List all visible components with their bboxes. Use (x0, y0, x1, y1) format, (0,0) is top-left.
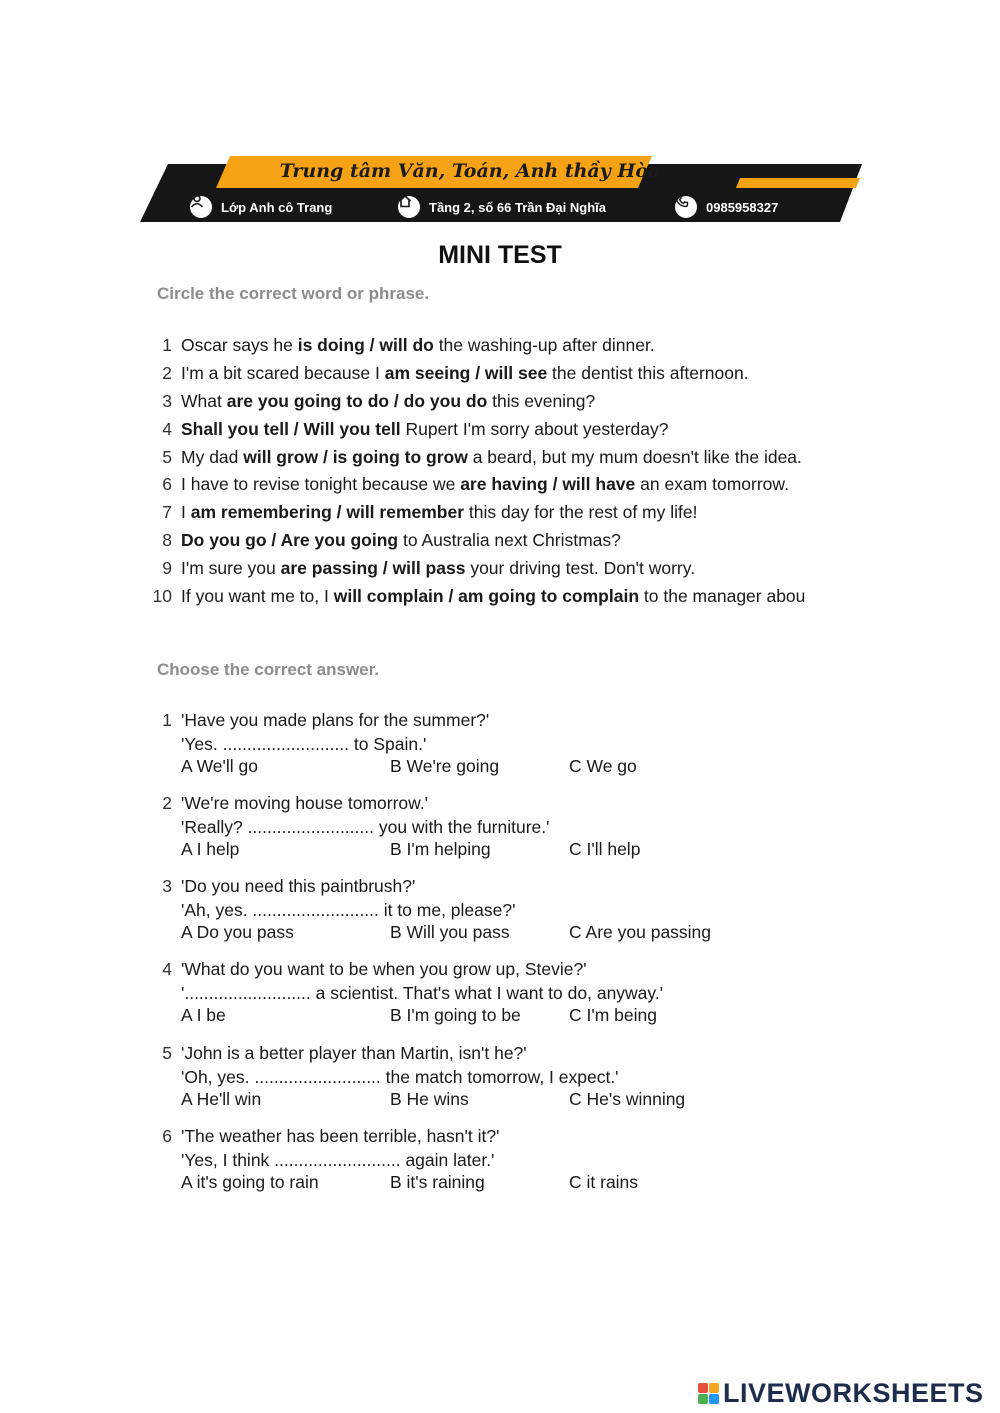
person-icon (190, 196, 212, 218)
item-choice[interactable]: am seeing / will see (384, 363, 548, 384)
option-c[interactable]: C I'm being (569, 1005, 657, 1025)
exercise1-item (140, 499, 855, 527)
item-choice[interactable]: will complain / am going to complain (333, 585, 640, 606)
option-c[interactable]: C it rains (569, 1172, 639, 1192)
exercise2-question (140, 792, 840, 863)
item-text-after: this evening? (487, 390, 596, 411)
item-text-before: If you want me to, I (181, 585, 334, 606)
item-choice[interactable]: is doing / will do (297, 335, 434, 356)
question-reply: '.......................... a scientist. That's what I want to do, anyway.' (181, 982, 664, 1003)
banner-title: Trung tâm Văn, Toán, Anh thầy Hòa (279, 160, 661, 182)
option-c[interactable]: C We go (569, 756, 637, 776)
item-number: 1 (162, 335, 172, 356)
option-b[interactable]: B We're going (390, 756, 500, 776)
question-reply: 'Really? .......................... you with the furniture.' (181, 816, 550, 837)
liveworksheets-logo-text: LIVEWORKSHEETS (723, 1377, 984, 1408)
exercise1-item (140, 554, 855, 582)
exercise1-item (140, 360, 855, 388)
question-prompt: 'What do you want to be when you grow up, Stevie?' (181, 959, 587, 980)
banner-address-text: Tầng 2, số 66 Trần Đại Nghĩa (429, 199, 606, 215)
item-choice[interactable]: are having / will have (460, 474, 636, 495)
exercise2-question (140, 875, 840, 946)
item-number: 3 (162, 390, 172, 411)
option-b[interactable]: B I'm going to be (390, 1005, 521, 1025)
banner-address (398, 194, 606, 220)
item-choice[interactable]: are passing / will pass (280, 557, 466, 578)
exercise2-question (140, 1042, 840, 1113)
option-c[interactable]: C He's winning (569, 1089, 686, 1109)
question-prompt: 'The weather has been terrible, hasn't it?' (181, 1126, 500, 1147)
exercise1-instruction: Circle the correct word or phrase. (157, 284, 430, 303)
item-text-after: this day for the rest of my life! (464, 502, 698, 523)
item-text-after: an exam tomorrow. (635, 474, 789, 495)
option-b[interactable]: B I'm helping (390, 839, 491, 859)
banner-phone (675, 194, 778, 220)
option-a[interactable]: A He'll win (181, 1089, 262, 1109)
option-c[interactable]: C Are you passing (569, 922, 712, 942)
header-banner (140, 156, 862, 222)
question-prompt: 'Have you made plans for the summer?' (181, 710, 490, 731)
option-b[interactable]: B He wins (390, 1089, 469, 1109)
exercise1-item (140, 443, 855, 471)
exercise1-item (140, 582, 855, 610)
item-text-before: I (181, 502, 191, 523)
banner-person-text: Lớp Anh cô Trang (221, 199, 333, 215)
item-choice[interactable]: will grow / is going to grow (243, 446, 468, 467)
item-text-after: the dentist this afternoon. (547, 363, 749, 384)
banner-person (190, 194, 332, 220)
question-reply: 'Ah, yes. .......................... it to me, please?' (181, 899, 516, 920)
liveworksheets-logo (698, 1378, 984, 1408)
liveworksheets-mark-icon (698, 1383, 719, 1404)
item-number: 5 (162, 446, 172, 467)
option-a[interactable]: A I help (181, 839, 240, 859)
question-prompt: 'John is a better player than Martin, isn't he?' (181, 1043, 527, 1064)
banner-phone-text: 0985958327 (706, 199, 779, 215)
item-number: 9 (162, 557, 172, 578)
question-reply: 'Oh, yes. .......................... the match tomorrow, I expect.' (181, 1066, 619, 1087)
home-icon (398, 196, 420, 218)
option-a[interactable]: A Do you pass (181, 922, 294, 942)
exercise2-question (140, 709, 840, 780)
question-reply: 'Yes, I think .......................... again later.' (181, 1149, 495, 1170)
exercise2-instruction: Choose the correct answer. (157, 660, 380, 679)
item-number: 4 (162, 418, 172, 439)
phone-icon (675, 196, 697, 218)
question-number: 3 (162, 876, 172, 897)
option-c[interactable]: C I'll help (569, 839, 641, 859)
item-number: 7 (162, 502, 172, 523)
item-text-after: your driving test. Don't worry. (465, 557, 696, 578)
item-text-after: to Australia next Christmas? (398, 529, 621, 550)
item-text-before: What (181, 390, 227, 411)
item-text-after: the washing-up after dinner. (433, 335, 655, 356)
item-number: 6 (162, 474, 172, 495)
question-prompt: 'Do you need this paintbrush?' (181, 876, 416, 897)
exercise1-item (140, 415, 855, 443)
question-number: 2 (162, 793, 172, 814)
exercise1-item (140, 471, 855, 499)
item-text-after: Rupert I'm sorry about yesterday? (400, 418, 669, 439)
option-a[interactable]: A it's going to rain (181, 1172, 319, 1192)
exercise1-item (140, 332, 855, 360)
exercise1-item (140, 527, 855, 555)
exercise2-question (140, 1125, 840, 1196)
item-text-before: Oscar says he (181, 335, 298, 356)
item-number: 10 (152, 585, 172, 606)
option-b[interactable]: B it's raining (390, 1172, 485, 1192)
item-choice[interactable]: Do you go / Are you going (181, 529, 399, 550)
exercise1-item (140, 388, 855, 416)
page-title: MINI TEST (438, 241, 562, 269)
item-choice[interactable]: am remembering / will remember (190, 502, 465, 523)
item-text-after: a beard, but my mum doesn't like the idea. (467, 446, 802, 467)
item-text-before: I'm sure you (181, 557, 281, 578)
question-reply: 'Yes. .......................... to Spain.' (181, 733, 427, 754)
item-number: 2 (162, 363, 172, 384)
item-text-after: to the manager abou (639, 585, 806, 606)
question-prompt: 'We're moving house tomorrow.' (181, 793, 429, 814)
exercise1-list (140, 332, 855, 610)
item-number: 8 (162, 529, 172, 550)
item-text-before: My dad (181, 446, 244, 467)
question-number: 4 (162, 959, 172, 980)
exercise2-question (140, 958, 840, 1029)
question-number: 5 (162, 1043, 172, 1064)
item-choice[interactable]: are you going to do / do you do (226, 390, 488, 411)
item-text-before: I have to revise tonight because we (181, 474, 461, 495)
option-a[interactable]: A I be (181, 1005, 226, 1025)
item-text-before: I'm a bit scared because I (181, 363, 385, 384)
question-number: 6 (162, 1126, 172, 1147)
option-b[interactable]: B Will you pass (390, 922, 510, 942)
question-number: 1 (162, 710, 172, 731)
option-a[interactable]: A We'll go (181, 756, 258, 776)
item-choice[interactable]: Shall you tell / Will you tell (181, 418, 401, 439)
